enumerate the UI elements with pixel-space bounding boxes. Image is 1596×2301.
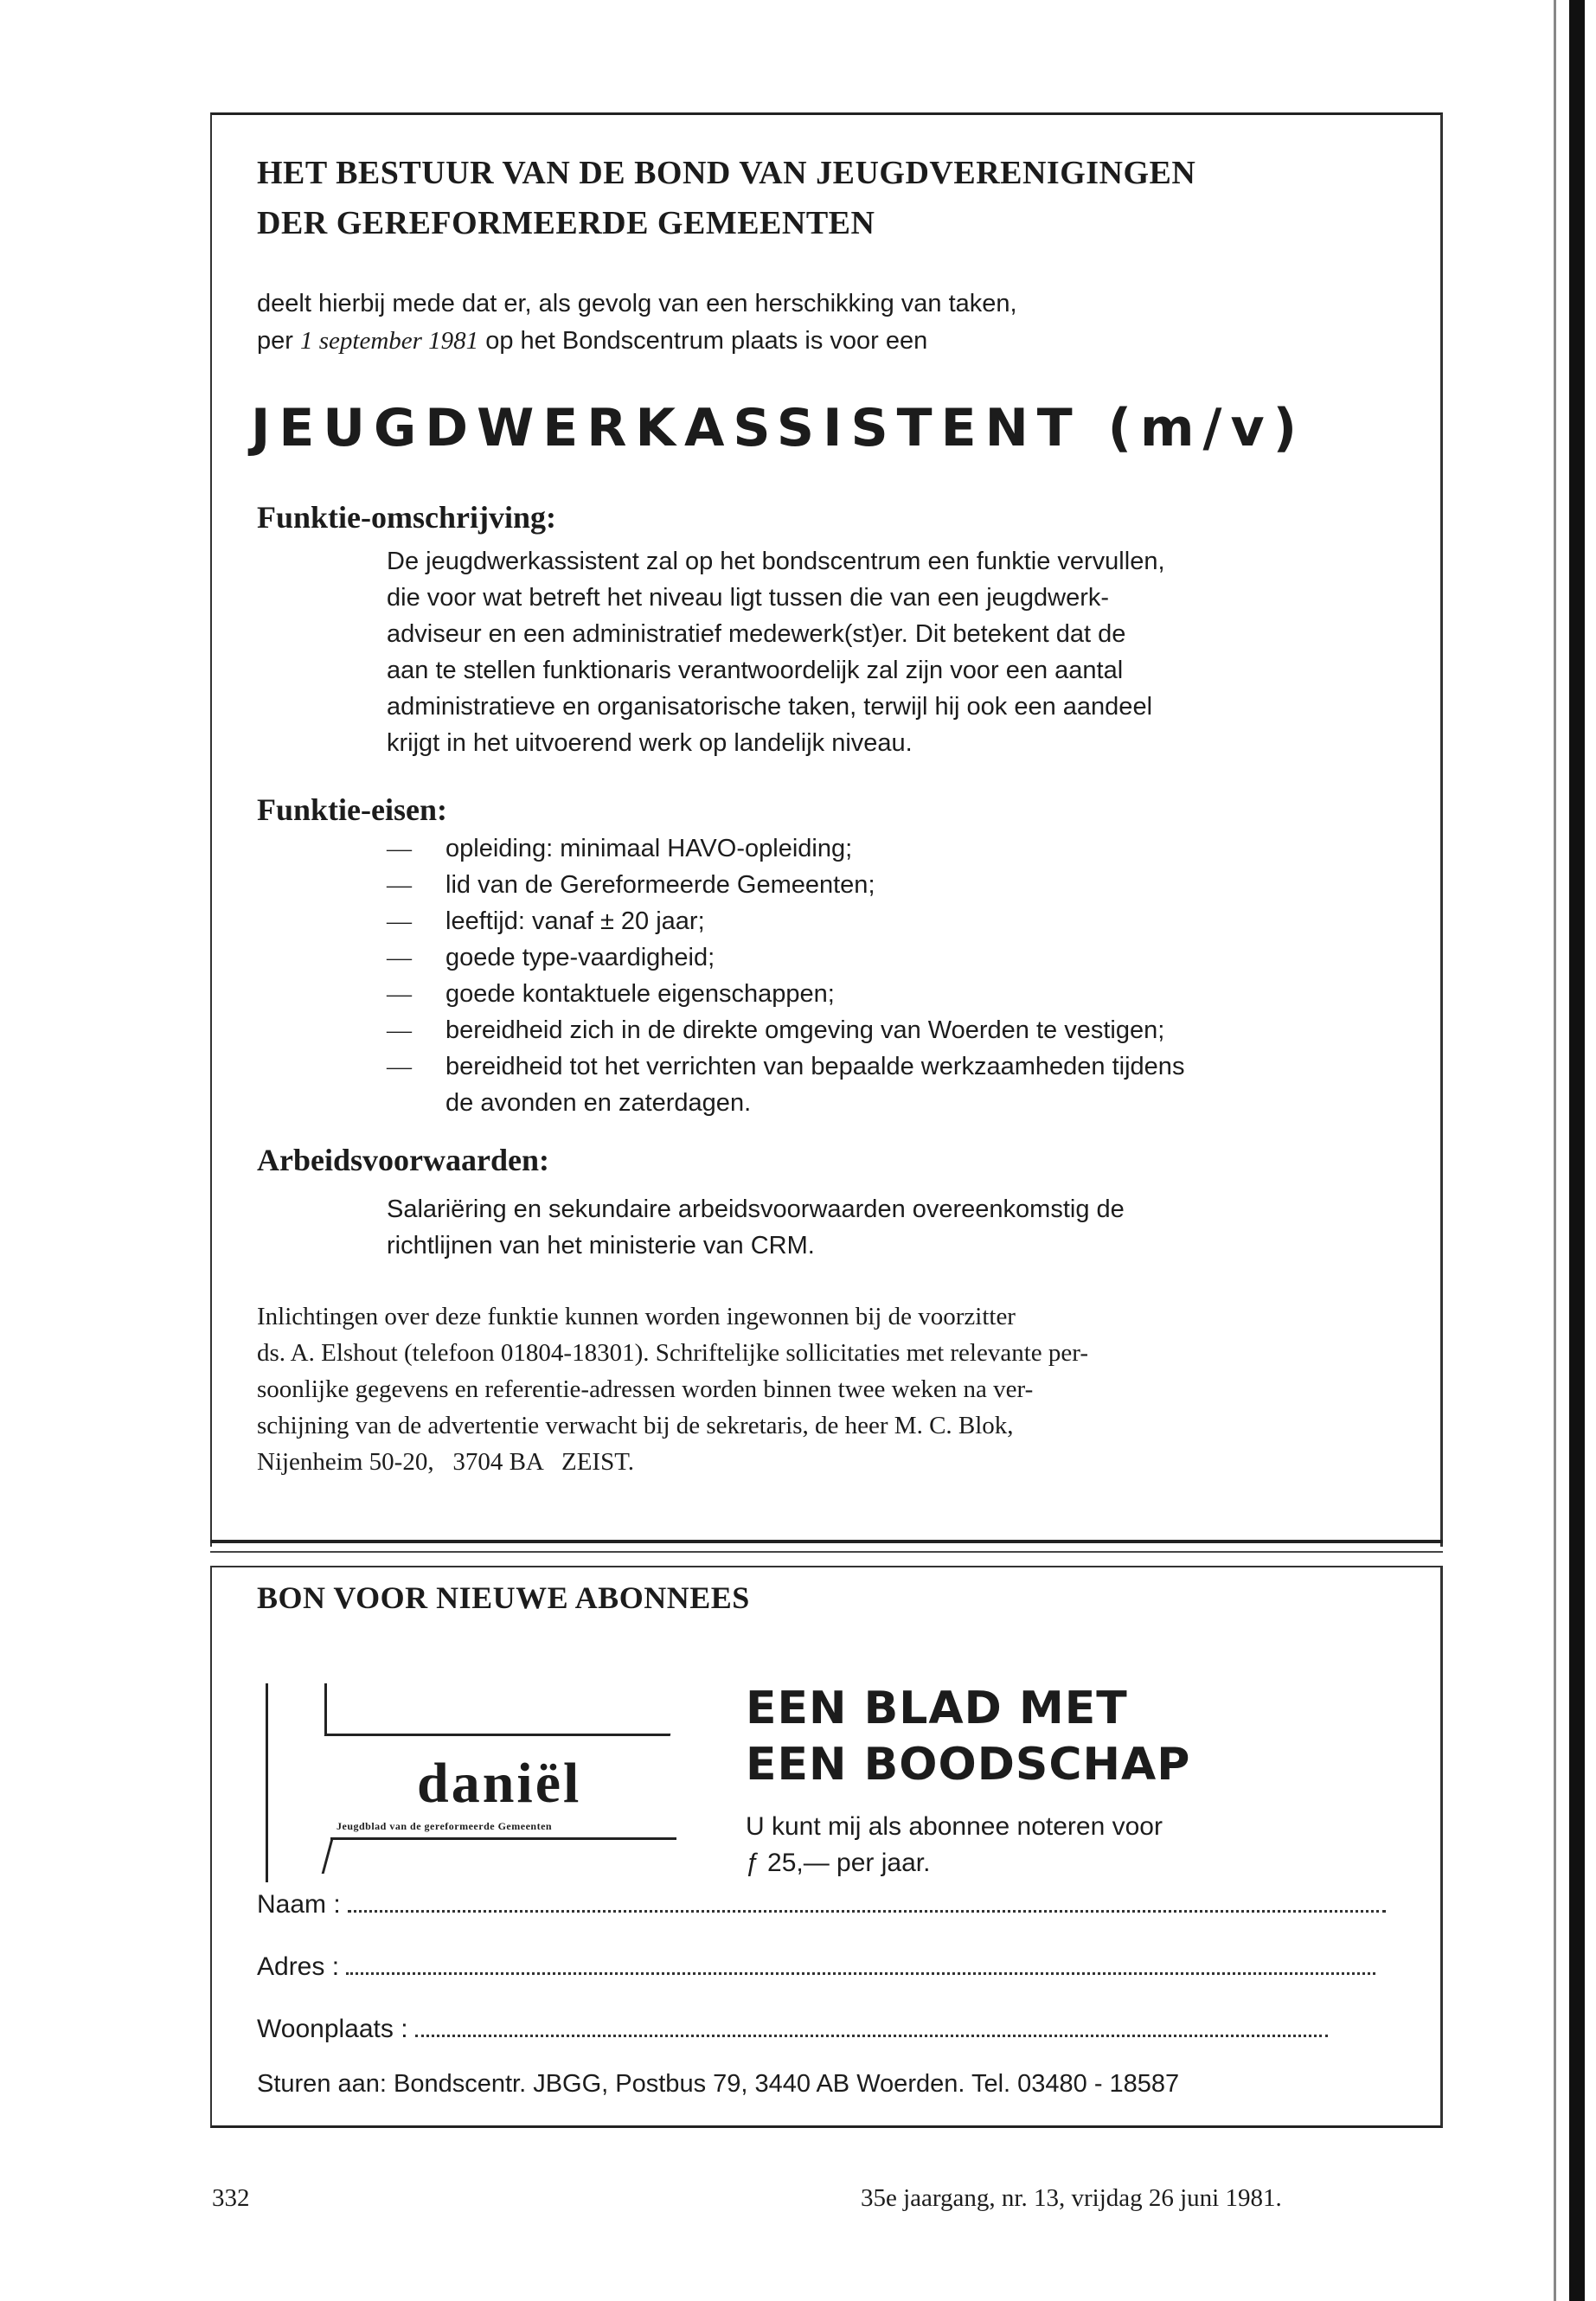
name-field[interactable] xyxy=(257,1890,1386,1920)
info-line: Inlichtingen over deze funktie kunnen worden ingewonnen bij de voorzitter xyxy=(257,1303,1016,1330)
description-line: krijgt in het uitvoerend werk op landelijk niveau. xyxy=(387,729,913,757)
ad-intro-line-1: deelt hierbij mede dat er, als gevolg van een herschikking van taken, xyxy=(257,290,1017,317)
bullet-dash: — xyxy=(387,944,412,971)
scan-edge-line xyxy=(1554,0,1556,2301)
logo-subtitle: Jeugdblad van de gereformeerde Gemeenten xyxy=(337,1820,553,1832)
logo-hook xyxy=(324,1683,327,1735)
slogan-line-2: EEN BOODSCHAP xyxy=(746,1739,1191,1791)
info-line: soonlijke gegevens en referentie-adressen worden binnen twee weken na ver- xyxy=(257,1375,1034,1403)
logo-wordmark: daniël xyxy=(417,1752,582,1815)
logo-bottom-rule xyxy=(330,1837,676,1840)
address-input-line[interactable] xyxy=(346,1955,1375,1975)
address-label: Adres : xyxy=(257,1952,340,1981)
logo-left-rule xyxy=(266,1683,268,1882)
section-label-functie-omschrijving: Funktie-omschrijving: xyxy=(257,500,556,535)
offer-line-2: ƒ 25,— per jaar. xyxy=(746,1849,931,1877)
description-line: aan te stellen funktionaris verantwoordelijk zal zijn voor een aantal xyxy=(387,657,1124,684)
logo-top-rule xyxy=(324,1734,671,1736)
send-to-address: Sturen aan: Bondscentr. JBGG, Postbus 79, 3440 AB Woerden. Tel. 03480 - 18587 xyxy=(257,2070,1180,2098)
requirement-item: leeftijd: vanaf ± 20 jaar; xyxy=(445,907,705,935)
conditions-line: richtlijnen van het ministerie van CRM. xyxy=(387,1232,815,1259)
bullet-dash: — xyxy=(387,980,412,1008)
requirement-item-continued: de avonden en zaterdagen. xyxy=(445,1089,752,1117)
bullet-dash: — xyxy=(387,907,412,935)
description-line: De jeugdwerkassistent zal op het bondscentrum een funktie vervullen, xyxy=(387,548,1165,575)
conditions-line: Salariëring en sekundaire arbeidsvoorwaarden overeenkomstig de xyxy=(387,1195,1125,1223)
ad-heading-line-1: HET BESTUUR VAN DE BOND VAN JEUGDVERENIGINGEN xyxy=(257,155,1196,191)
coupon-heading: BON VOOR NIEUWE ABONNEES xyxy=(257,1580,750,1615)
ad-intro-line-2: per 1 september 1981 op het Bondscentrum plaats is voor een xyxy=(257,327,928,355)
residence-field[interactable] xyxy=(257,2015,1328,2044)
logo-bottom-hook xyxy=(322,1839,334,1874)
requirement-item: bereidheid zich in de direkte omgeving van Woerden te vestigen; xyxy=(445,1016,1165,1044)
issue-info: 35e jaargang, nr. 13, vrijdag 26 juni 1981. xyxy=(861,2184,1282,2212)
page-number: 332 xyxy=(212,2184,250,2212)
name-label: Naam : xyxy=(257,1890,341,1919)
job-ad-rule xyxy=(210,1540,1443,1543)
bullet-dash: — xyxy=(387,1016,412,1044)
info-line: ds. A. Elshout (telefoon 01804-18301). Schriftelijke sollicitaties met relevante per- xyxy=(257,1339,1089,1367)
bullet-dash: — xyxy=(387,1053,412,1080)
description-line: administratieve en organisatorische taken, terwijl hij ook een aandeel xyxy=(387,693,1153,721)
ad-start-date: 1 september 1981 xyxy=(299,327,479,355)
requirement-item: bereidheid tot het verrichten van bepaalde werkzaamheden tijdens xyxy=(445,1053,1185,1080)
job-ad-rule-thin xyxy=(210,1551,1443,1553)
address-field[interactable] xyxy=(257,1952,1375,1982)
section-label-functie-eisen: Funktie-eisen: xyxy=(257,792,447,827)
slogan-line-1: EEN BLAD MET xyxy=(746,1682,1128,1734)
residence-label: Woonplaats : xyxy=(257,2015,408,2043)
info-line-address: Nijenheim 50-20, 3704 BA ZEIST. xyxy=(257,1448,635,1476)
name-input-line[interactable] xyxy=(348,1893,1386,1913)
requirement-item: goede type-vaardigheid; xyxy=(445,944,715,971)
requirement-item: goede kontaktuele eigenschappen; xyxy=(445,980,835,1008)
residence-input-line[interactable] xyxy=(415,2017,1328,2037)
daniel-logo xyxy=(266,1683,681,1882)
bullet-dash: — xyxy=(387,871,412,899)
bullet-dash: — xyxy=(387,835,412,862)
requirement-item: opleiding: minimaal HAVO-opleiding; xyxy=(445,835,853,862)
description-line: die voor wat betreft het niveau ligt tussen die van een jeugdwerk- xyxy=(387,584,1110,612)
position-title: JEUGDWERKASSISTENT (m/v) xyxy=(251,398,1305,458)
ad-heading-line-2: DER GEREFORMEERDE GEMEENTEN xyxy=(257,205,875,241)
requirement-item: lid van de Gereformeerde Gemeenten; xyxy=(445,871,875,899)
description-line: adviseur en een administratief medewerk(st)er. Dit betekent dat de xyxy=(387,620,1126,648)
info-line: schijning van de advertentie verwacht bij de sekretaris, de heer M. C. Blok, xyxy=(257,1412,1014,1439)
scan-edge-bar xyxy=(1569,0,1585,2301)
offer-line-1: U kunt mij als abonnee noteren voor xyxy=(746,1812,1163,1841)
section-label-arbeidsvoorwaarden: Arbeidsvoorwaarden: xyxy=(257,1143,549,1177)
